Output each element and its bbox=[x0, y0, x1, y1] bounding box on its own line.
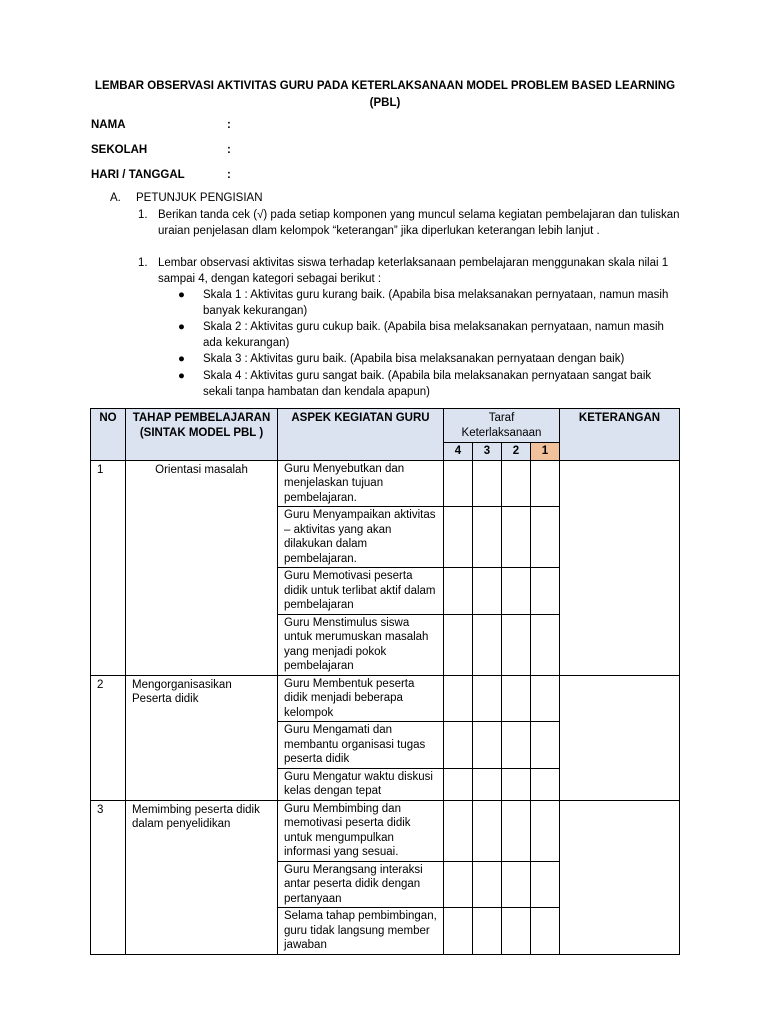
section-letter: A. bbox=[110, 192, 121, 204]
field-label: HARI / TANGGAL bbox=[91, 169, 185, 181]
scale-bullet bbox=[178, 352, 678, 368]
bullet-text: Skala 3 : Aktivitas guru baik. (Apabila bisa melaksanakan pernyataan dengan baik) bbox=[203, 353, 625, 365]
row-number: 2 bbox=[91, 675, 126, 800]
row-number: 3 bbox=[91, 800, 126, 954]
aspek-cell: Guru Merangsang interaksi antar peserta didik dengan pertanyaan bbox=[278, 861, 444, 908]
check-cell-4[interactable] bbox=[444, 614, 473, 675]
check-cell-2[interactable] bbox=[502, 768, 531, 800]
check-cell-1[interactable] bbox=[531, 768, 560, 800]
keterangan-cell[interactable] bbox=[560, 800, 680, 954]
check-cell-3[interactable] bbox=[473, 768, 502, 800]
field-colon: : bbox=[227, 169, 231, 181]
check-cell-1[interactable] bbox=[531, 614, 560, 675]
check-cell-2[interactable] bbox=[502, 568, 531, 615]
keterangan-cell[interactable] bbox=[560, 675, 680, 800]
bullet-text: Skala 1 : Aktivitas guru kurang baik. (Apabila bisa melaksanakan pernyataan, namun masih banyak kekurangan) bbox=[203, 289, 669, 317]
aspek-cell: Selama tahap pembimbingan, guru tidak langsung member jawaban bbox=[278, 908, 444, 955]
check-cell-4[interactable] bbox=[444, 908, 473, 955]
field-colon: : bbox=[227, 119, 231, 131]
aspek-cell: Guru Memotivasi peserta didik untuk terlibat aktif dalam pembelajaran bbox=[278, 568, 444, 615]
check-cell-2[interactable] bbox=[502, 861, 531, 908]
check-cell-4[interactable] bbox=[444, 722, 473, 769]
check-cell-1[interactable] bbox=[531, 861, 560, 908]
check-cell-4[interactable] bbox=[444, 568, 473, 615]
check-cell-1[interactable] bbox=[531, 722, 560, 769]
check-cell-4[interactable] bbox=[444, 800, 473, 861]
check-cell-3[interactable] bbox=[473, 568, 502, 615]
check-cell-4[interactable] bbox=[444, 460, 473, 507]
header-taraf: Taraf Keterlaksanaan bbox=[444, 409, 560, 443]
instruction-item bbox=[138, 208, 680, 239]
check-cell-3[interactable] bbox=[473, 614, 502, 675]
field-sekolah bbox=[91, 144, 231, 156]
bullet-icon: ● bbox=[178, 353, 185, 365]
aspek-cell: Guru Mengamati dan membantu organisasi tugas peserta didik bbox=[278, 722, 444, 769]
check-cell-2[interactable] bbox=[502, 675, 531, 722]
field-colon: : bbox=[227, 144, 231, 156]
instruction-item bbox=[138, 256, 680, 287]
instruction-text: Berikan tanda cek (√) pada setiap komponen yang muncul selama kegiatan pembelajaran dan tuliskan uraian penjelasan dlam kelompok “keterangan” jika diperlukan keterangan lebih lanjut . bbox=[158, 209, 680, 237]
scale-1: 1 bbox=[531, 443, 560, 461]
table-row bbox=[91, 800, 680, 861]
aspek-cell: Guru Membentuk peserta didik menjadi beberapa kelompok bbox=[278, 675, 444, 722]
instruction-text: Lembar observasi aktivitas siswa terhadap keterlaksanaan pembelajaran menggunakan skala nilai 1 sampai 4, dengan kategori sebagai berikut : bbox=[158, 257, 669, 285]
row-tahap: Memimbing peserta didik dalam penyelidikan bbox=[126, 800, 278, 954]
scale-2: 2 bbox=[502, 443, 531, 461]
aspek-cell: Guru Membimbing dan memotivasi peserta didik untuk mengumpulkan informasi yang sesuai. bbox=[278, 800, 444, 861]
page-title: LEMBAR OBSERVASI AKTIVITAS GURU PADA KETERLAKSANAAN MODEL PROBLEM BASED LEARNING (PBL) bbox=[94, 80, 676, 109]
check-cell-2[interactable] bbox=[502, 460, 531, 507]
check-cell-2[interactable] bbox=[502, 722, 531, 769]
bullet-icon: ● bbox=[178, 370, 185, 382]
header-keterangan: KETERANGAN bbox=[560, 409, 680, 461]
check-cell-3[interactable] bbox=[473, 460, 502, 507]
check-cell-1[interactable] bbox=[531, 460, 560, 507]
bullet-icon: ● bbox=[178, 289, 185, 301]
header-no: NO bbox=[91, 409, 126, 461]
instruction-number: 1. bbox=[138, 257, 148, 269]
check-cell-3[interactable] bbox=[473, 675, 502, 722]
table-row bbox=[91, 460, 680, 507]
field-hari-tanggal bbox=[91, 169, 231, 181]
header-aspek: ASPEK KEGIATAN GURU bbox=[278, 409, 444, 461]
table-row bbox=[91, 675, 680, 722]
bullet-text: Skala 4 : Aktivitas guru sangat baik. (Apabila bila melaksanakan pernyataan sangat baik sekali tanpa hambatan dan kendala apapun) bbox=[203, 370, 652, 398]
check-cell-3[interactable] bbox=[473, 861, 502, 908]
check-cell-1[interactable] bbox=[531, 568, 560, 615]
check-cell-2[interactable] bbox=[502, 614, 531, 675]
scale-bullet bbox=[178, 288, 678, 319]
check-cell-1[interactable] bbox=[531, 908, 560, 955]
section-title: PETUNJUK PENGISIAN bbox=[136, 192, 263, 204]
header-tahap: TAHAP PEMBELAJARAN (SINTAK MODEL PBL ) bbox=[126, 409, 278, 461]
check-cell-3[interactable] bbox=[473, 507, 502, 568]
check-cell-2[interactable] bbox=[502, 800, 531, 861]
scale-bullet bbox=[178, 369, 678, 400]
check-cell-3[interactable] bbox=[473, 908, 502, 955]
row-tahap: Mengorganisasikan Peserta didik bbox=[126, 675, 278, 800]
check-cell-1[interactable] bbox=[531, 800, 560, 861]
aspek-cell: Guru Mengatur waktu diskusi kelas dengan tepat bbox=[278, 768, 444, 800]
aspek-cell: Guru Menyampaikan aktivitas – aktivitas yang akan dilakukan dalam pembelajaran. bbox=[278, 507, 444, 568]
bullet-icon: ● bbox=[178, 321, 185, 333]
check-cell-4[interactable] bbox=[444, 675, 473, 722]
section-heading bbox=[110, 192, 263, 204]
check-cell-1[interactable] bbox=[531, 507, 560, 568]
observation-table bbox=[90, 408, 680, 955]
keterangan-cell[interactable] bbox=[560, 460, 680, 675]
aspek-cell: Guru Menyebutkan dan menjelaskan tujuan pembelajaran. bbox=[278, 460, 444, 507]
check-cell-2[interactable] bbox=[502, 908, 531, 955]
check-cell-2[interactable] bbox=[502, 507, 531, 568]
check-cell-4[interactable] bbox=[444, 507, 473, 568]
row-number: 1 bbox=[91, 460, 126, 675]
check-cell-3[interactable] bbox=[473, 800, 502, 861]
scale-4: 4 bbox=[444, 443, 473, 461]
field-nama bbox=[91, 119, 231, 131]
field-label: NAMA bbox=[91, 119, 126, 131]
scale-3: 3 bbox=[473, 443, 502, 461]
bullet-text: Skala 2 : Aktivitas guru cukup baik. (Apabila bisa melaksanakan pernyataan, namun masih ada kekurangan) bbox=[203, 321, 664, 349]
check-cell-3[interactable] bbox=[473, 722, 502, 769]
check-cell-1[interactable] bbox=[531, 675, 560, 722]
row-tahap: Orientasi masalah bbox=[126, 460, 278, 675]
check-cell-4[interactable] bbox=[444, 768, 473, 800]
instruction-number: 1. bbox=[138, 209, 148, 221]
aspek-cell: Guru Menstimulus siswa untuk merumuskan masalah yang menjadi pokok pembelajaran bbox=[278, 614, 444, 675]
check-cell-4[interactable] bbox=[444, 861, 473, 908]
scale-bullet bbox=[178, 320, 678, 351]
field-label: SEKOLAH bbox=[91, 144, 148, 156]
